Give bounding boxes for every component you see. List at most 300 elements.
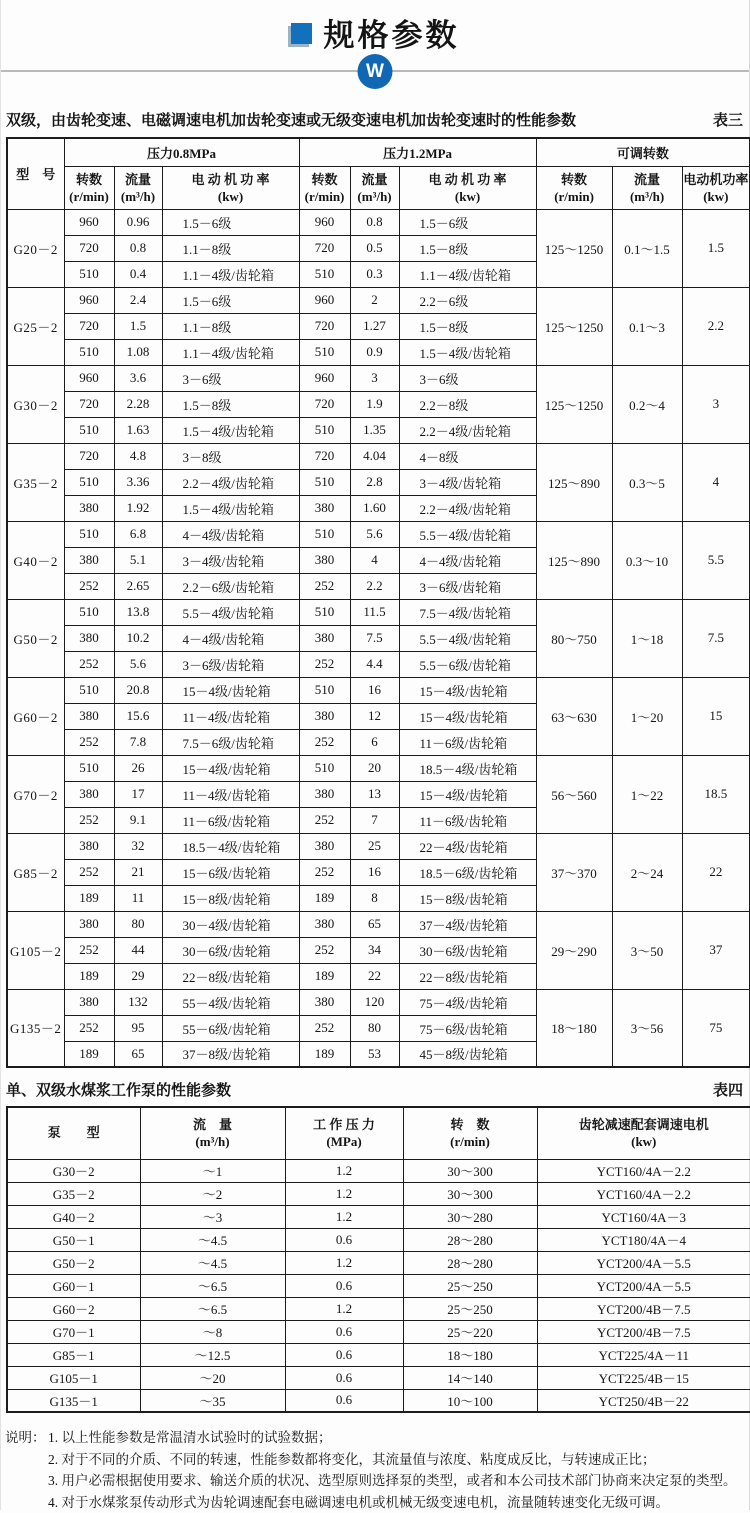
value-cell: 34 <box>350 937 399 963</box>
adjustable-cell: 80～750 <box>536 599 612 677</box>
value-cell: 16 <box>350 859 399 885</box>
motor-power-cell: 30－6级/齿轮箱 <box>399 937 536 963</box>
value-cell: 252 <box>299 1015 350 1041</box>
motor-power-cell: 11－6级/齿轮箱 <box>399 807 536 833</box>
value-cell: 80 <box>114 911 162 937</box>
adjustable-cell: 18.5 <box>682 755 750 833</box>
value-cell: 510 <box>299 261 350 287</box>
motor-power-cell: 22－8级/齿轮箱 <box>399 963 536 989</box>
value-cell: 1.27 <box>350 313 399 339</box>
value-cell: 4 <box>350 547 399 573</box>
table4-row <box>7 1205 750 1228</box>
motor-power-cell: 15－4级/齿轮箱 <box>162 755 299 781</box>
table4-caption: 单、双级水煤浆工作泵的性能参数 <box>6 1079 231 1100</box>
value-cell: 5.1 <box>114 547 162 573</box>
table3-body <box>7 209 750 1067</box>
value-cell: 189 <box>64 1041 114 1067</box>
value-cell: 252 <box>299 937 350 963</box>
value-cell: 252 <box>64 807 114 833</box>
value-cell: 0.6 <box>285 1320 403 1343</box>
value-cell: 0.4 <box>114 261 162 287</box>
value-cell: 0.3 <box>350 261 399 287</box>
adjustable-cell: 125～1250 <box>536 365 612 443</box>
value-cell: ～12.5 <box>140 1343 285 1366</box>
value-cell: ～4.5 <box>140 1251 285 1274</box>
col-header-flow-1: 流量 (m³/h) <box>114 166 162 209</box>
motor-power-cell: 3－6级/齿轮箱 <box>162 651 299 677</box>
model-cell: G35－2 <box>7 443 64 521</box>
adjustable-cell: 22 <box>682 833 750 911</box>
value-cell: 510 <box>299 339 350 365</box>
value-cell: 2.8 <box>350 469 399 495</box>
value-cell: 44 <box>114 937 162 963</box>
table3-row <box>7 989 750 1015</box>
value-cell: YCT160/4A－2.2 <box>537 1182 750 1205</box>
w-logo-icon: W <box>358 54 393 89</box>
value-cell: 10.2 <box>114 625 162 651</box>
value-cell: 1.35 <box>350 417 399 443</box>
notes-prefix: 说明： <box>5 1427 46 1449</box>
value-cell: ～35 <box>140 1389 285 1412</box>
table3-row <box>7 209 750 235</box>
value-cell: 189 <box>299 963 350 989</box>
value-cell: 132 <box>114 989 162 1015</box>
value-cell: 30～300 <box>403 1159 537 1182</box>
col-header-speed-2: 转数 (r/min) <box>299 166 350 209</box>
value-cell: 11 <box>114 885 162 911</box>
value-cell: 3.36 <box>114 469 162 495</box>
motor-power-cell: 5.5－4级/齿轮箱 <box>399 625 536 651</box>
motor-power-cell: 4－8级 <box>399 443 536 469</box>
value-cell: ～6.5 <box>140 1297 285 1320</box>
value-cell: 720 <box>299 391 350 417</box>
table3-row <box>7 521 750 547</box>
col-group-pressure-08: 压力0.8MPa <box>64 138 299 166</box>
value-cell: YCT180/4A－4 <box>537 1228 750 1251</box>
motor-power-cell: 2.2－4级/齿轮箱 <box>399 495 536 521</box>
value-cell: 2.2 <box>350 573 399 599</box>
adjustable-cell: 125～1250 <box>536 209 612 287</box>
table4-row <box>7 1320 750 1343</box>
table4-body <box>7 1159 750 1412</box>
value-cell: 7.5 <box>350 625 399 651</box>
table3-row <box>7 443 750 469</box>
value-cell: 0.6 <box>285 1274 403 1297</box>
table3-row <box>7 599 750 625</box>
table3-row <box>7 833 750 859</box>
adjustable-cell: 125～890 <box>536 521 612 599</box>
value-cell: 380 <box>299 547 350 573</box>
motor-power-cell: 37－4级/齿轮箱 <box>399 911 536 937</box>
value-cell: 380 <box>64 547 114 573</box>
motor-power-cell: 15－8级/齿轮箱 <box>162 885 299 911</box>
value-cell: 720 <box>64 391 114 417</box>
col-header-flow-3: 流量 (m³/h) <box>612 166 682 209</box>
table3-caption-row <box>1 109 749 130</box>
value-cell: 380 <box>64 911 114 937</box>
value-cell: YCT200/4B－7.5 <box>537 1297 750 1320</box>
value-cell: 252 <box>64 1015 114 1041</box>
table4-row <box>7 1159 750 1182</box>
col-header-flow: 流 量 (m³/h) <box>140 1107 285 1159</box>
value-cell: 7.8 <box>114 729 162 755</box>
value-cell: 18～180 <box>403 1343 537 1366</box>
value-cell: 510 <box>299 469 350 495</box>
motor-power-cell: 1.5－8级 <box>399 313 536 339</box>
value-cell: 1.5 <box>114 313 162 339</box>
adjustable-cell: 125～890 <box>536 443 612 521</box>
model-cell: G135－2 <box>7 989 64 1067</box>
motor-power-cell: 15－8级/齿轮箱 <box>399 885 536 911</box>
motor-power-cell: 3－8级 <box>162 443 299 469</box>
value-cell: YCT160/4A－2.2 <box>537 1159 750 1182</box>
value-cell: 510 <box>64 339 114 365</box>
model-cell: G70－2 <box>7 755 64 833</box>
value-cell: YCT160/4A－3 <box>537 1205 750 1228</box>
value-cell: 5.6 <box>350 521 399 547</box>
motor-power-cell: 15－4级/齿轮箱 <box>399 677 536 703</box>
motor-power-cell: 7.5－6级/齿轮箱 <box>162 729 299 755</box>
value-cell: 960 <box>299 365 350 391</box>
value-cell: 380 <box>299 703 350 729</box>
adjustable-cell: 29～290 <box>536 911 612 989</box>
motor-power-cell: 15－6级/齿轮箱 <box>162 859 299 885</box>
value-cell: ～1 <box>140 1159 285 1182</box>
motor-power-cell: 1.5－6级 <box>162 209 299 235</box>
value-cell: 380 <box>299 495 350 521</box>
value-cell: 380 <box>299 625 350 651</box>
motor-power-cell: 55－6级/齿轮箱 <box>162 1015 299 1041</box>
value-cell: YCT250/4B－22 <box>537 1389 750 1412</box>
value-cell: 252 <box>299 651 350 677</box>
model-cell: G50－2 <box>7 599 64 677</box>
value-cell: 20.8 <box>114 677 162 703</box>
note-item-1: 1. 以上性能参数是常温清水试验时的试验数据； <box>48 1427 749 1449</box>
page-title: 规格参数 <box>324 10 460 55</box>
table4-label: 表四 <box>713 1079 743 1100</box>
pump-model-cell: G105－1 <box>7 1366 140 1389</box>
value-cell: 510 <box>299 599 350 625</box>
value-cell: 510 <box>64 599 114 625</box>
value-cell: 25～220 <box>403 1320 537 1343</box>
value-cell: 2.4 <box>114 287 162 313</box>
motor-power-cell: 15－4级/齿轮箱 <box>162 677 299 703</box>
value-cell: 6.8 <box>114 521 162 547</box>
value-cell: 510 <box>64 417 114 443</box>
value-cell: 380 <box>299 833 350 859</box>
table3-row <box>7 911 750 937</box>
value-cell: 1.2 <box>285 1297 403 1320</box>
title-square-icon <box>291 23 312 44</box>
pump-model-cell: G30－2 <box>7 1159 140 1182</box>
adjustable-cell: 56～560 <box>536 755 612 833</box>
value-cell: 26 <box>114 755 162 781</box>
value-cell: 4.8 <box>114 443 162 469</box>
value-cell: 80 <box>350 1015 399 1041</box>
motor-power-cell: 1.5－4级/齿轮箱 <box>162 495 299 521</box>
table3-row <box>7 365 750 391</box>
value-cell: 2.28 <box>114 391 162 417</box>
pump-model-cell: G35－2 <box>7 1182 140 1205</box>
header-divider <box>1 54 749 94</box>
adjustable-cell: 0.1～1.5 <box>612 209 682 287</box>
value-cell: 380 <box>64 833 114 859</box>
value-cell: 1.2 <box>285 1205 403 1228</box>
note-item-2: 2. 对于不同的介质、不同的转速，性能参数都将变化，其流量值与浓度、粘度成反比，与转速成正比； <box>48 1449 749 1471</box>
col-header-working-pressure: 工 作 压 力 (MPa) <box>285 1107 403 1159</box>
col-header-gear-motor: 齿轮减速配套调速电机 (kw) <box>537 1107 750 1159</box>
value-cell: YCT200/4A－5.5 <box>537 1274 750 1297</box>
col-header-flow-2: 流量 (m³/h) <box>350 166 399 209</box>
value-cell: 2 <box>350 287 399 313</box>
adjustable-cell: 1～22 <box>612 755 682 833</box>
adjustable-cell: 125～1250 <box>536 287 612 365</box>
value-cell: 21 <box>114 859 162 885</box>
adjustable-cell: 0.1～3 <box>612 287 682 365</box>
value-cell: 0.6 <box>285 1228 403 1251</box>
motor-power-cell: 2.2－6级/齿轮箱 <box>162 573 299 599</box>
value-cell: 5.6 <box>114 651 162 677</box>
value-cell: 6 <box>350 729 399 755</box>
adjustable-cell: 15 <box>682 677 750 755</box>
adjustable-cell: 0.3～5 <box>612 443 682 521</box>
adjustable-cell: 4 <box>682 443 750 521</box>
value-cell: 0.6 <box>285 1389 403 1412</box>
value-cell: 720 <box>299 235 350 261</box>
motor-power-cell: 1.5－6级 <box>399 209 536 235</box>
value-cell: 1.08 <box>114 339 162 365</box>
motor-power-cell: 3－4级/齿轮箱 <box>399 469 536 495</box>
value-cell: 510 <box>64 261 114 287</box>
col-group-pressure-12: 压力1.2MPa <box>299 138 536 166</box>
adjustable-cell: 7.5 <box>682 599 750 677</box>
motor-power-cell: 7.5－4级/齿轮箱 <box>399 599 536 625</box>
adjustable-cell: 37～370 <box>536 833 612 911</box>
table4-row <box>7 1297 750 1320</box>
value-cell: 9.1 <box>114 807 162 833</box>
motor-power-cell: 4－4级/齿轮箱 <box>162 521 299 547</box>
motor-power-cell: 1.1－8级 <box>162 313 299 339</box>
motor-power-cell: 4－4级/齿轮箱 <box>399 547 536 573</box>
value-cell: 1.2 <box>285 1251 403 1274</box>
col-header-speed-3: 转数 (r/min) <box>536 166 612 209</box>
motor-power-cell: 55－4级/齿轮箱 <box>162 989 299 1015</box>
value-cell: 510 <box>299 677 350 703</box>
performance-table-4 <box>6 1106 750 1413</box>
value-cell: 120 <box>350 989 399 1015</box>
value-cell: 960 <box>64 287 114 313</box>
value-cell: 25 <box>350 833 399 859</box>
col-header-pump-model: 泵 型 <box>7 1107 140 1159</box>
table3-caption: 双级，由齿轮变速、电磁调速电机加齿轮变速或无级变速电机加齿轮变速时的性能参数 <box>6 109 576 130</box>
value-cell: 380 <box>64 703 114 729</box>
value-cell: 0.96 <box>114 209 162 235</box>
value-cell: 189 <box>64 963 114 989</box>
value-cell: 380 <box>299 989 350 1015</box>
table4-row <box>7 1182 750 1205</box>
value-cell: 380 <box>64 781 114 807</box>
value-cell: 16 <box>350 677 399 703</box>
motor-power-cell: 45－8级/齿轮箱 <box>399 1041 536 1067</box>
motor-power-cell: 75－4级/齿轮箱 <box>399 989 536 1015</box>
table3-group-header-row <box>7 138 750 166</box>
value-cell: 12 <box>350 703 399 729</box>
value-cell: 53 <box>350 1041 399 1067</box>
value-cell: 252 <box>299 807 350 833</box>
motor-power-cell: 18.5－6级/齿轮箱 <box>399 859 536 885</box>
value-cell: 510 <box>64 521 114 547</box>
motor-power-cell: 3－6级 <box>399 365 536 391</box>
value-cell: 960 <box>64 209 114 235</box>
adjustable-cell: 1.5 <box>682 209 750 287</box>
value-cell: 720 <box>64 235 114 261</box>
value-cell: 10～100 <box>403 1389 537 1412</box>
value-cell: 14～140 <box>403 1366 537 1389</box>
motor-power-cell: 30－6级/齿轮箱 <box>162 937 299 963</box>
notes-section <box>1 1427 749 1513</box>
adjustable-cell: 0.3～10 <box>612 521 682 599</box>
value-cell: 252 <box>299 573 350 599</box>
motor-power-cell: 18.5－4级/齿轮箱 <box>162 833 299 859</box>
value-cell: YCT225/4B－15 <box>537 1366 750 1389</box>
value-cell: 28～280 <box>403 1251 537 1274</box>
value-cell: 252 <box>299 729 350 755</box>
value-cell: 13 <box>350 781 399 807</box>
adjustable-cell: 2～24 <box>612 833 682 911</box>
table3-row <box>7 287 750 313</box>
motor-power-cell: 1.5－4级/齿轮箱 <box>399 339 536 365</box>
table3-row <box>7 755 750 781</box>
value-cell: 960 <box>299 209 350 235</box>
note-item-3: 3. 用户必需根据使用要求、输送介质的状况、选型原则选择泵的类型，或者和本公司技术部门协商来决定泵的类型。 <box>48 1470 749 1492</box>
value-cell: ～8 <box>140 1320 285 1343</box>
motor-power-cell: 3－6级/齿轮箱 <box>399 573 536 599</box>
value-cell: 30～300 <box>403 1182 537 1205</box>
value-cell: 189 <box>299 885 350 911</box>
motor-power-cell: 15－4级/齿轮箱 <box>399 703 536 729</box>
adjustable-cell: 1～18 <box>612 599 682 677</box>
motor-power-cell: 1.1－8级 <box>162 235 299 261</box>
value-cell: 0.8 <box>350 209 399 235</box>
value-cell: 510 <box>64 469 114 495</box>
value-cell: 1.9 <box>350 391 399 417</box>
model-cell: G85－2 <box>7 833 64 911</box>
value-cell: 8 <box>350 885 399 911</box>
adjustable-cell: 18～180 <box>536 989 612 1067</box>
adjustable-cell: 5.5 <box>682 521 750 599</box>
page-header <box>1 0 749 52</box>
table3-sub-header-row <box>7 166 750 209</box>
table4-caption-row <box>1 1079 749 1100</box>
value-cell: 252 <box>64 937 114 963</box>
table4-header-row <box>7 1107 750 1159</box>
col-header-speed-1: 转数 (r/min) <box>64 166 114 209</box>
value-cell: ～3 <box>140 1205 285 1228</box>
adjustable-cell: 2.2 <box>682 287 750 365</box>
value-cell: 13.8 <box>114 599 162 625</box>
value-cell: 510 <box>64 755 114 781</box>
value-cell: 95 <box>114 1015 162 1041</box>
model-cell: G105－2 <box>7 911 64 989</box>
value-cell: 2.65 <box>114 573 162 599</box>
value-cell: 1.2 <box>285 1182 403 1205</box>
value-cell: 510 <box>299 417 350 443</box>
value-cell: 510 <box>64 677 114 703</box>
value-cell: 20 <box>350 755 399 781</box>
motor-power-cell: 3－4级/齿轮箱 <box>162 547 299 573</box>
value-cell: 720 <box>64 313 114 339</box>
value-cell: 3.6 <box>114 365 162 391</box>
value-cell: 252 <box>64 651 114 677</box>
table4-row <box>7 1343 750 1366</box>
value-cell: 17 <box>114 781 162 807</box>
pump-model-cell: G70－1 <box>7 1320 140 1343</box>
value-cell: 11.5 <box>350 599 399 625</box>
value-cell: 0.5 <box>350 235 399 261</box>
value-cell: 0.6 <box>285 1343 403 1366</box>
value-cell: 30～280 <box>403 1205 537 1228</box>
value-cell: ～20 <box>140 1366 285 1389</box>
motor-power-cell: 2.2－6级 <box>399 287 536 313</box>
value-cell: 1.63 <box>114 417 162 443</box>
motor-power-cell: 11－6级/齿轮箱 <box>399 729 536 755</box>
adjustable-cell: 0.2～4 <box>612 365 682 443</box>
value-cell: 25～250 <box>403 1274 537 1297</box>
motor-power-cell: 1.1－4级/齿轮箱 <box>162 339 299 365</box>
adjustable-cell: 3～50 <box>612 911 682 989</box>
pump-model-cell: G60－2 <box>7 1297 140 1320</box>
value-cell: 4.4 <box>350 651 399 677</box>
value-cell: 252 <box>299 859 350 885</box>
motor-power-cell: 1.5－6级 <box>162 287 299 313</box>
motor-power-cell: 22－8级/齿轮箱 <box>162 963 299 989</box>
motor-power-cell: 1.5－4级/齿轮箱 <box>162 417 299 443</box>
motor-power-cell: 30－4级/齿轮箱 <box>162 911 299 937</box>
value-cell: 7 <box>350 807 399 833</box>
motor-power-cell: 11－6级/齿轮箱 <box>162 807 299 833</box>
motor-power-cell: 5.5－4级/齿轮箱 <box>162 599 299 625</box>
value-cell: 189 <box>299 1041 350 1067</box>
motor-power-cell: 4－4级/齿轮箱 <box>162 625 299 651</box>
motor-power-cell: 37－8级/齿轮箱 <box>162 1041 299 1067</box>
motor-power-cell: 2.2－4级/齿轮箱 <box>162 469 299 495</box>
table3-row <box>7 677 750 703</box>
value-cell: 15.6 <box>114 703 162 729</box>
motor-power-cell: 1.1－4级/齿轮箱 <box>162 261 299 287</box>
value-cell: YCT200/4A－5.5 <box>537 1251 750 1274</box>
value-cell: 189 <box>64 885 114 911</box>
col-header-motor-power-2: 电 动 机 功 率 (kw) <box>399 166 536 209</box>
adjustable-cell: 3～56 <box>612 989 682 1067</box>
value-cell: 22 <box>350 963 399 989</box>
value-cell: 65 <box>114 1041 162 1067</box>
pump-model-cell: G50－2 <box>7 1251 140 1274</box>
pump-model-cell: G50－1 <box>7 1228 140 1251</box>
motor-power-cell: 11－4级/齿轮箱 <box>162 781 299 807</box>
value-cell: ～4.5 <box>140 1228 285 1251</box>
table4-row <box>7 1274 750 1297</box>
adjustable-cell: 3 <box>682 365 750 443</box>
value-cell: 252 <box>64 573 114 599</box>
note-item-4: 4. 对于水煤浆泵传动形式为齿轮调速配套电磁调速电机或机械无级变速电机，流量随转速变化无级可调。 <box>48 1492 749 1513</box>
performance-table-3 <box>6 137 750 1068</box>
motor-power-cell: 22－4级/齿轮箱 <box>399 833 536 859</box>
motor-power-cell: 1.1－4级/齿轮箱 <box>399 261 536 287</box>
motor-power-cell: 2.2－4级/齿轮箱 <box>399 417 536 443</box>
col-header-speed: 转 数 (r/min) <box>403 1107 537 1159</box>
value-cell: 29 <box>114 963 162 989</box>
value-cell: 0.8 <box>114 235 162 261</box>
